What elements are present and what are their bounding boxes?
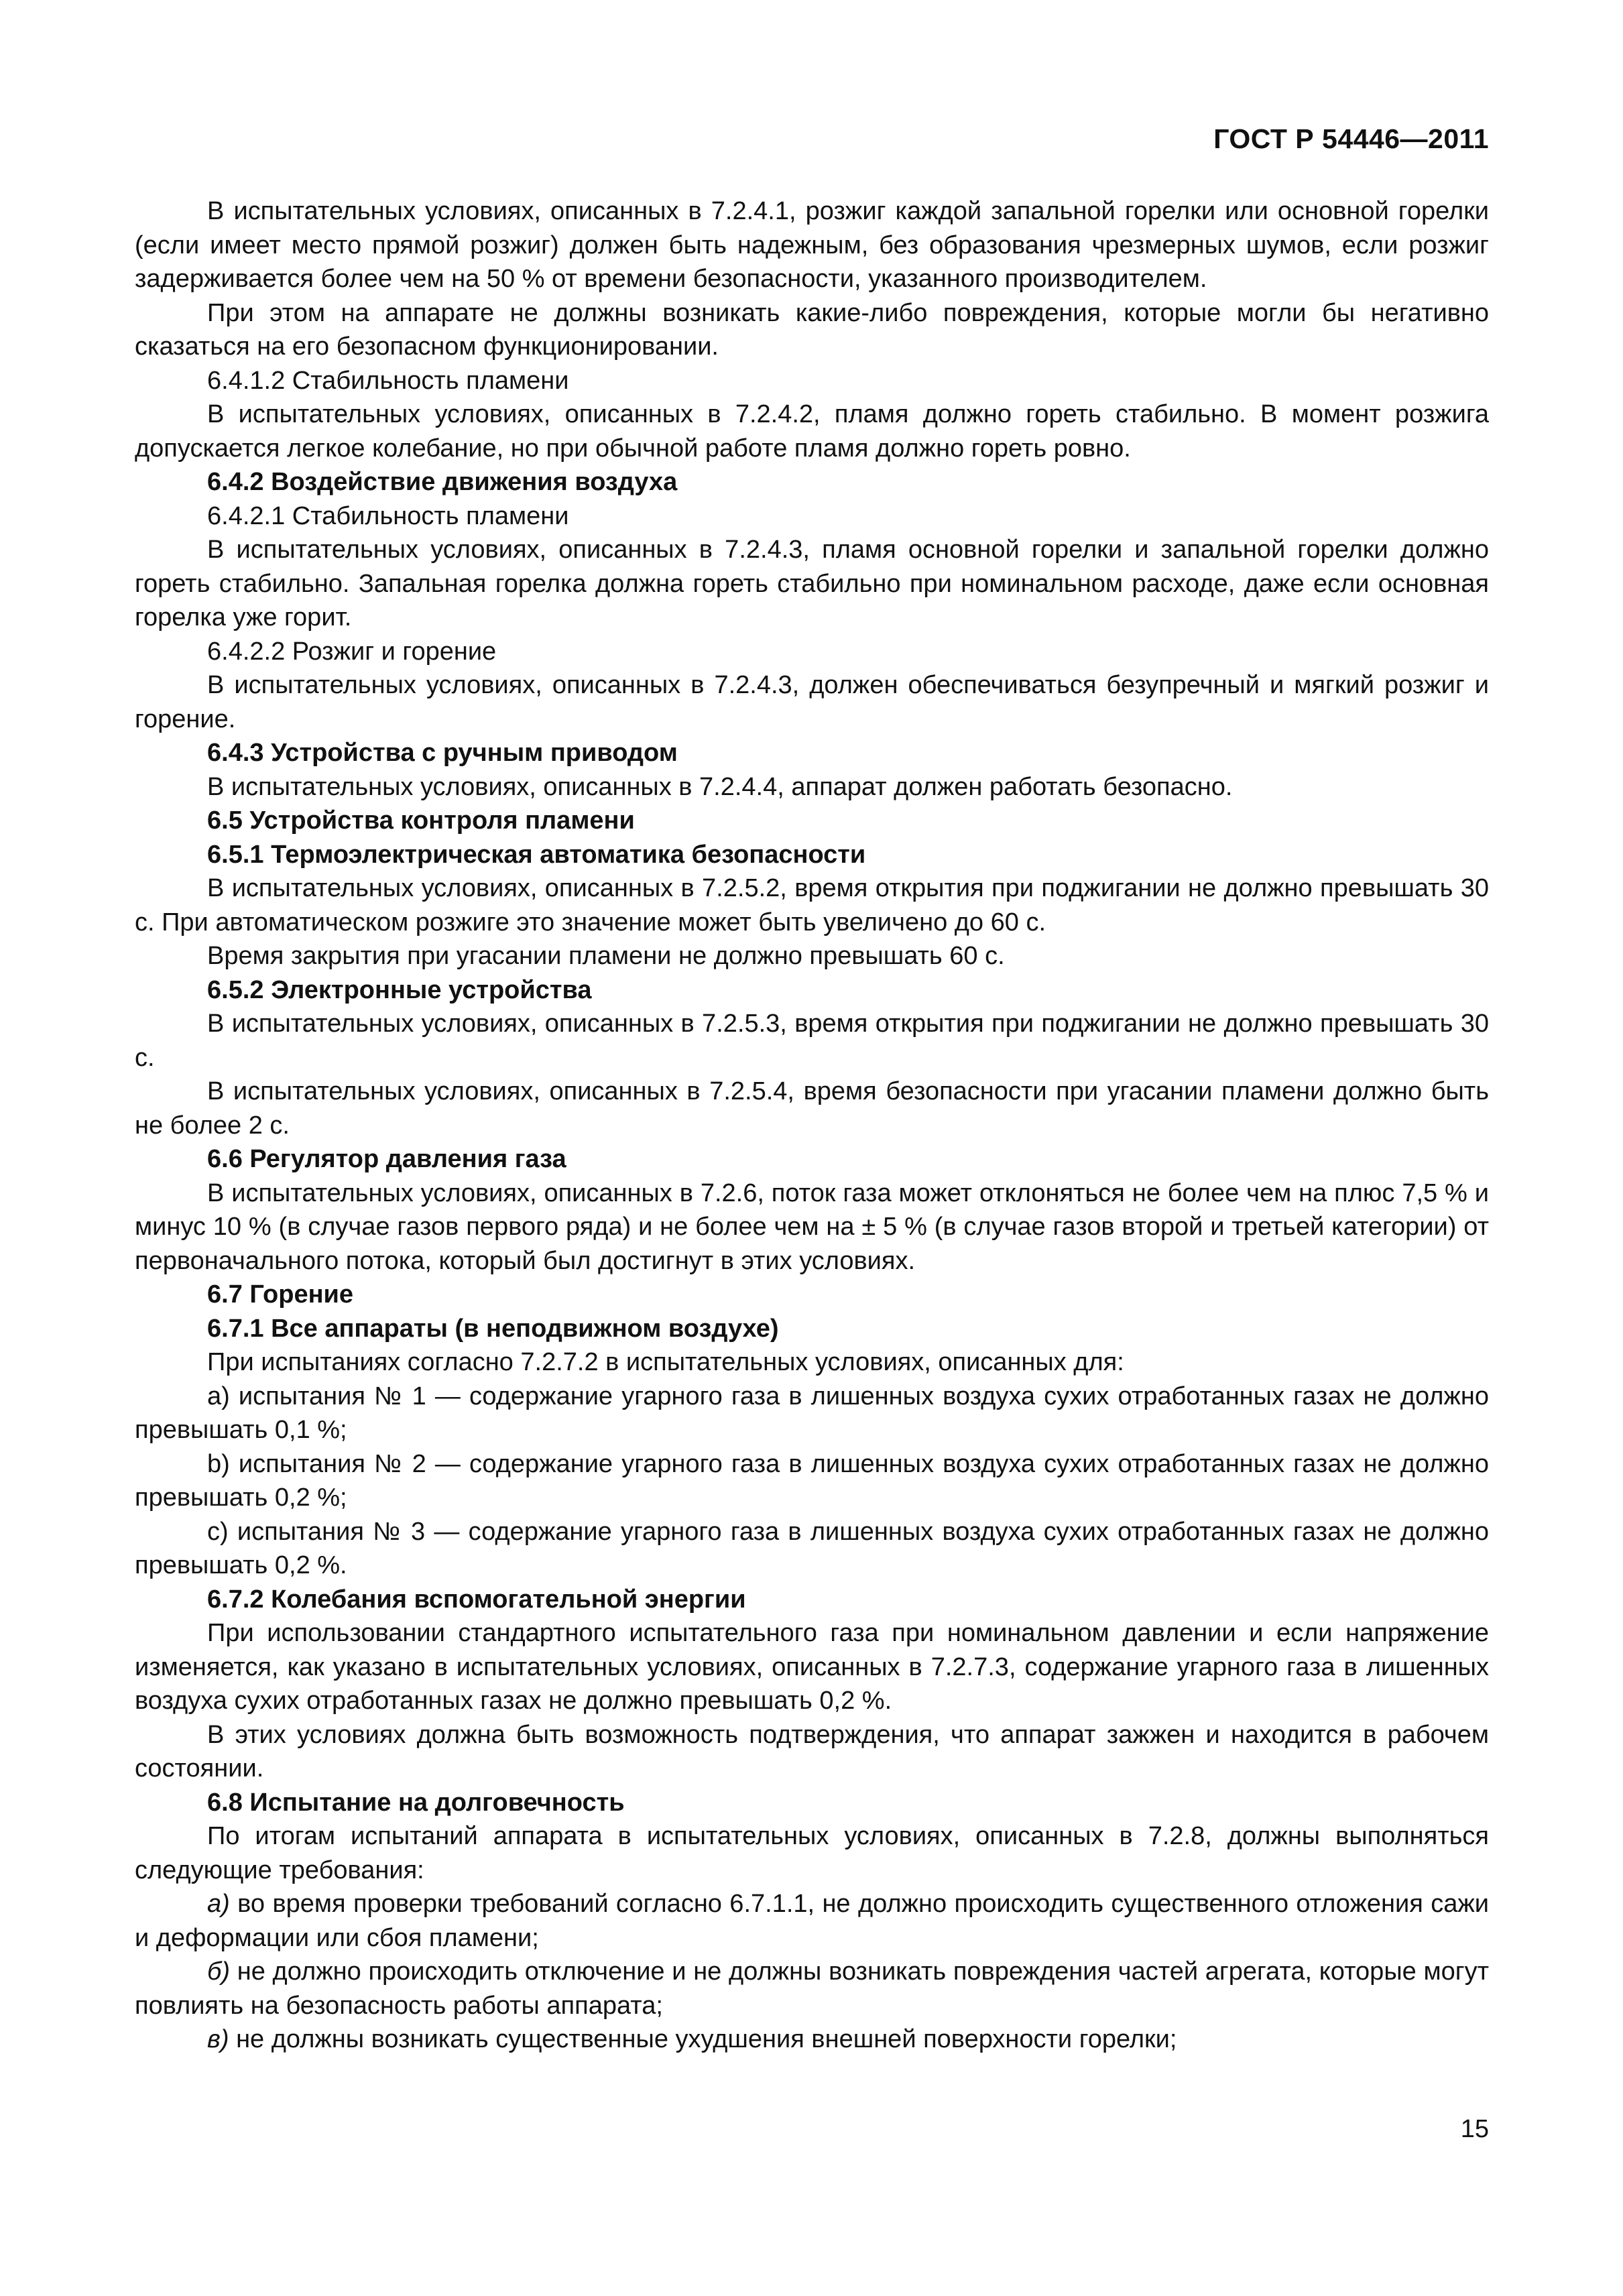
list-item-text: во время проверки требований согласно 6.7.1.1, не должно происходить существенного отложения сажи и деформации или сбоя пламени; — [135, 1890, 1489, 1952]
list-item: c) испытания № 3 — содержание угарного газа в лишенных воздуха сухих отработанных газах не должно превышать 0,2 %. — [135, 1517, 1489, 1579]
paragraph: Время закрытия при угасании пламени не должно превышать 60 с. — [207, 942, 1005, 970]
section-heading: 6.7 Горение — [207, 1280, 354, 1309]
paragraph: В испытательных условиях, описанных в 7.2.5.4, время безопасности при угасании пламени должно быть не более 2 с. — [135, 1077, 1489, 1140]
paragraph: В испытательных условиях, описанных в 7.2.4.4, аппарат должен работать безопасно. — [207, 772, 1233, 801]
section-heading: 6.7.2 Колебания вспомогательной энергии — [207, 1585, 746, 1614]
list-marker: б) — [207, 1957, 231, 1986]
document-header: ГОСТ Р 54446—2011 — [1213, 123, 1489, 154]
document-body — [135, 194, 1489, 2057]
paragraph: При испытаниях согласно 7.2.7.2 в испытательных условиях, описанных для: — [207, 1348, 1124, 1376]
section-heading: 6.6 Регулятор давления газа — [207, 1145, 566, 1173]
paragraph: В этих условиях должна быть возможность подтверждения, что аппарат зажжен и находится в рабочем состоянии. — [135, 1720, 1489, 1783]
paragraph: При этом на аппарате не должны возникать какие-либо повреждения, которые могли бы негативно сказаться на его безопасном функционировании. — [135, 298, 1489, 361]
section-heading: 6.8 Испытание на долговечность — [207, 1788, 625, 1817]
list-item — [135, 1887, 1489, 1955]
page-number: 15 — [1460, 2115, 1489, 2143]
list-marker: в) — [207, 2025, 229, 2053]
paragraph: В испытательных условиях, описанных в 7.2.6, поток газа может отклоняться не более чем на плюс 7,5 % и минус 10 % (в случае газов первого ряда) и не более чем на ± 5 % (в случае газов второй и третьей категории) от первоначального потока, который был достигнут в этих условиях. — [135, 1179, 1489, 1275]
section-heading: 6.5.1 Термоэлектрическая автоматика безопасности — [207, 840, 866, 869]
list-item — [135, 1955, 1489, 2022]
list-item-text: не должно происходить отключение и не должны возникать повреждения частей агрегата, которые могут повлиять на безопасность работы аппарата; — [135, 1957, 1489, 2020]
list-marker: а) — [207, 1890, 230, 1918]
section-heading: 6.4.2 Воздействие движения воздуха — [207, 468, 678, 496]
paragraph: При использовании стандартного испытательного газа при номинальном давлении и если напряжение изменяется, как указано в испытательных условиях, описанных в 7.2.7.3, содержание угарного газа в лишенных воздуха сухих отработанных газах не должно превышать 0,2 %. — [135, 1619, 1489, 1715]
paragraph: В испытательных условиях, описанных в 7.2.4.2, пламя должно гореть стабильно. В момент розжига допускается легкое колебание, но при обычной работе пламя должно гореть ровно. — [135, 400, 1489, 463]
paragraph: В испытательных условиях, описанных в 7.2.5.3, время открытия при поджигании не должно превышать 30 с. — [135, 1010, 1489, 1072]
subsection-title: 6.4.2.2 Розжиг и горение — [207, 637, 497, 666]
list-item-text: не должны возникать существенные ухудшения внешней поверхности горелки; — [236, 2025, 1177, 2053]
list-item: a) испытания № 1 — содержание угарного газа в лишенных воздуха сухих отработанных газах не должно превышать 0,1 %; — [135, 1382, 1489, 1444]
paragraph: В испытательных условиях, описанных в 7.2.4.3, должен обеспечиваться безупречный и мягкий розжиг и горение. — [135, 671, 1489, 733]
subsection-title: 6.4.2.1 Стабильность пламени — [207, 501, 569, 530]
paragraph: По итогам испытаний аппарата в испытательных условиях, описанных в 7.2.8, должны выполняться следующие требования: — [135, 1822, 1489, 1884]
section-heading: 6.5 Устройства контроля пламени — [207, 806, 635, 835]
list-item — [135, 2022, 1489, 2057]
section-heading: 6.5.2 Электронные устройства — [207, 975, 592, 1004]
subsection-title: 6.4.1.2 Стабильность пламени — [207, 366, 569, 395]
paragraph: В испытательных условиях, описанных в 7.2.4.3, пламя основной горелки и запальной горелки должно гореть стабильно. Запальная горелка должна гореть стабильно при номинальном расходе, даже если основная горелка уже горит. — [135, 536, 1489, 631]
section-heading: 6.4.3 Устройства с ручным приводом — [207, 739, 678, 767]
list-item: b) испытания № 2 — содержание угарного газа в лишенных воздуха сухих отработанных газах не должно превышать 0,2 %; — [135, 1449, 1489, 1512]
paragraph: В испытательных условиях, описанных в 7.2.4.1, розжиг каждой запальной горелки или основной горелки (если имеет место прямой розжиг) должен быть надежным, без образования чрезмерных шумов, если розжиг задерживается более чем на 50 % от времени безопасности, указанного производителем. — [135, 197, 1489, 293]
section-heading: 6.7.1 Все аппараты (в неподвижном воздухе) — [207, 1314, 779, 1343]
paragraph: В испытательных условиях, описанных в 7.2.5.2, время открытия при поджигании не должно превышать 30 с. При автоматическом розжиге это значение может быть увеличено до 60 с. — [135, 874, 1489, 936]
